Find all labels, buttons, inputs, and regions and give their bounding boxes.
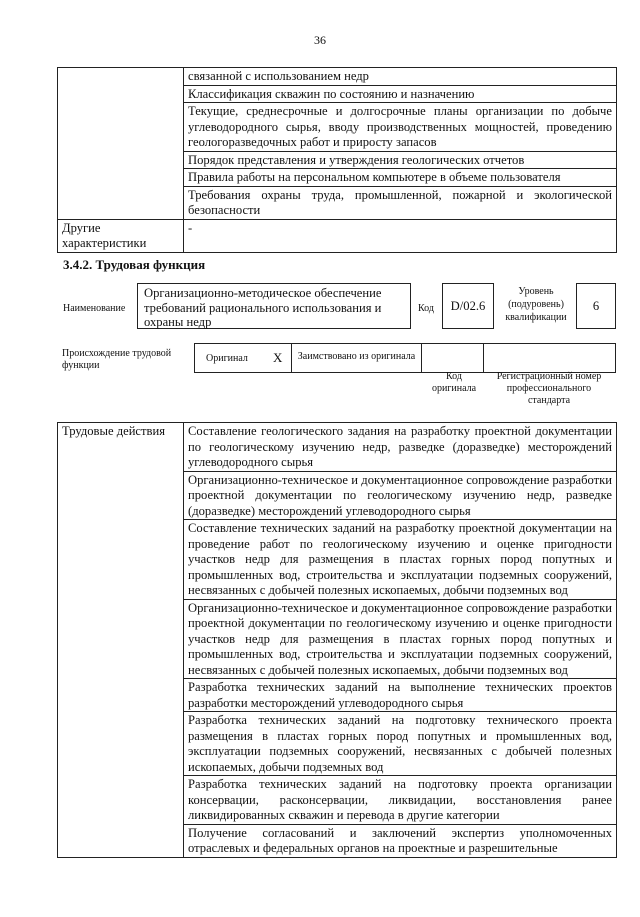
function-name-value: Организационно-методическое обеспечение требований рационального использования и охраны недр — [144, 286, 382, 329]
table-cell: Требования охраны труда, промышленной, пожарной и экологической безопасности — [184, 186, 617, 219]
table-cell: Правила работы на персональном компьютере в объеме пользователя — [184, 169, 617, 187]
original-box — [194, 343, 292, 373]
borrowed-box — [291, 343, 422, 373]
borrowed-label: Заимствовано из оригинала — [297, 351, 416, 362]
code-original-box — [421, 343, 484, 373]
function-name-box — [137, 283, 411, 329]
row-label-other: Другие характеристики — [58, 219, 184, 252]
origin-label: Происхождение трудовой функции — [62, 348, 172, 371]
labor-actions-table — [57, 422, 617, 858]
table-cell: - — [184, 219, 617, 252]
level-value-box — [576, 283, 616, 329]
code-original-label: Код оригинала — [431, 371, 477, 394]
original-mark: X — [273, 350, 283, 365]
original-label: Оригинал — [206, 353, 248, 364]
action-item: Организационно-техническое и документационное сопровождение разработки проектной документации по геологическому изучению и оценке пригодности участков недр для размещения в пластах горных пород попутных и промышленных вод, строительства и эксплуатации подземных сооружений, несвязанных с добычей полезных ископаемых, добычи подземных вод — [184, 599, 617, 679]
action-item: Разработка технических заданий на подготовку проекта организации консервации, расконсервации, ликвидации, восстановления ранее ликвидированных скважин и перевода в другие категории — [184, 776, 617, 825]
reg-number-box — [483, 343, 616, 373]
action-item: Разработка технических заданий на подготовку технического проекта размещения в пластах горных пород попутных и промышленных вод, эксплуатации подземных сооружений, несвязанных с добычей полезных ископаемых, добычи подземных вод — [184, 712, 617, 776]
reg-number-label: Регистрационный номер профессионального стандарта — [496, 371, 602, 406]
level-label: Уровень (подуровень) квалификации — [505, 286, 567, 323]
row-label-cell — [58, 68, 184, 220]
table-cell: связанной с использованием недр — [184, 68, 617, 86]
actions-label: Трудовые действия — [58, 423, 184, 858]
table-cell: Порядок представления и утверждения геологических отчетов — [184, 151, 617, 169]
action-item: Составление геологического задания на разработку проектной документации по геологическому изучению недр, разведке (доразведке) месторождений углеводородного сырья — [184, 423, 617, 472]
table-cell: Классификация скважин по состоянию и назначению — [184, 85, 617, 103]
function-code-box — [442, 283, 494, 329]
action-item: Разработка технических заданий на выполнение технических проектов разработки месторождений углеводородного сырья — [184, 679, 617, 712]
action-item: Организационно-техническое и документационное сопровождение разработки проектной документации по геологическому изучению недр, разведке (доразведке) месторождений углеводородного сырья — [184, 471, 617, 520]
level-value: 6 — [592, 299, 600, 313]
action-item: Получение согласований и заключений экспертиз уполномоченных отраслевых и федеральных органов на проектные и разрешительные — [184, 824, 617, 857]
knowledge-table — [57, 67, 617, 253]
table-row — [58, 219, 617, 252]
action-item: Составление технических заданий на разработку проектной документации на проведение работ по геологическому изучению и оценке пригодности участков недр для размещения в пластах горных пород попутных и промышленных вод, строительства и эксплуатации подземных сооружений, несвязанных с добычей полезных ископаемых, добычи подземных вод — [184, 520, 617, 600]
table-cell: Текущие, среднесрочные и долгосрочные планы организации по добыче углеводородного сырья, вводу производственных мощностей, проведению геологоразведочных работ и приросту запасов — [184, 103, 617, 152]
table-row — [58, 423, 617, 472]
function-code-value: D/02.6 — [450, 299, 486, 313]
table-row — [58, 68, 617, 86]
section-title: 3.4.2. Трудовая функция — [63, 257, 206, 272]
code-label: Код — [418, 303, 434, 314]
name-label: Наименование — [63, 303, 126, 314]
page-number: 36 — [314, 33, 326, 47]
